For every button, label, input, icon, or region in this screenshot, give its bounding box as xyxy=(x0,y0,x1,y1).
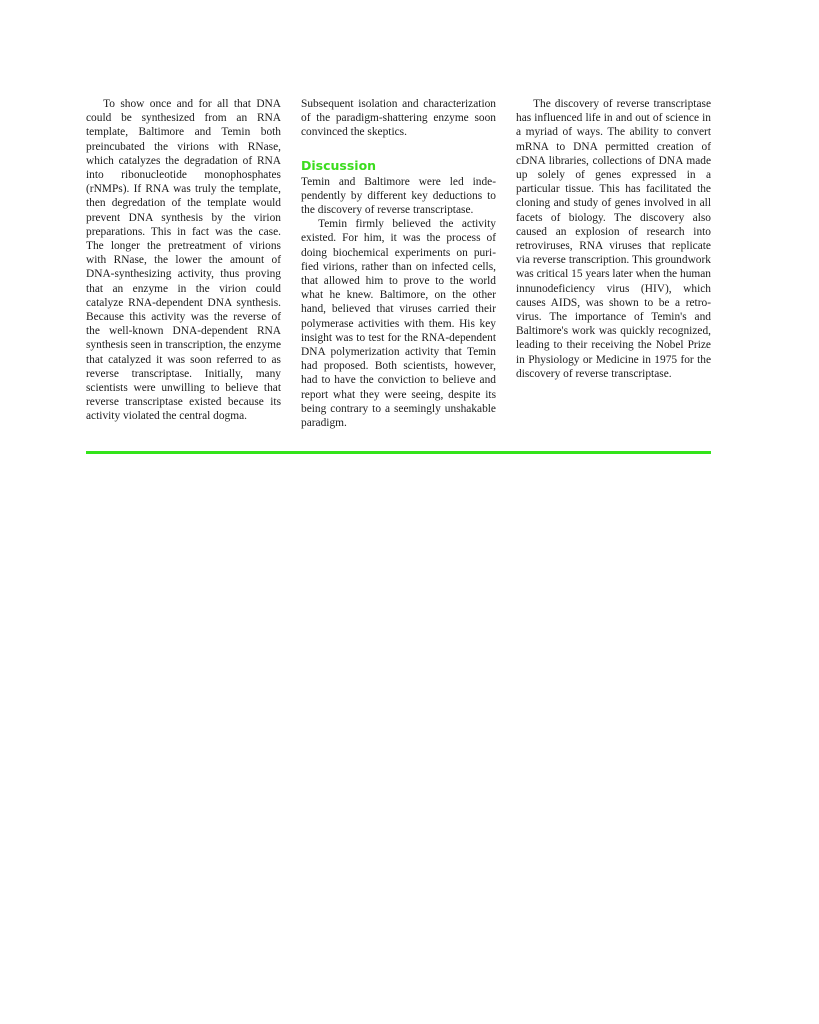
section-heading-discussion: Discussion xyxy=(301,157,377,173)
paragraph: The discovery of reverse transcriptase has influenced life in and out of science in a myriad of ways. The ability to convert mRNA to DNA permitted creation of cDNA libraries, collections of DNA made up solely of genes expressed in a particular tissue. This has facilitated the cloning and study of genes involved in all facets of biology. The discovery also caused an explosion of research into retroviruses, RNA viruses that replicate via reverse transcription. This groundwork was critical 15 years later when the human innunodeficiency virus (HIV), which causes AIDS, was shown to be a retrovirus. The importance of Temin's and Baltimore's work was quickly recognized, leading to their receiving the Nobel Prize in Physiology or Medicine in 1975 for the discovery of reverse transcriptase. xyxy=(516,98,711,380)
paragraph: Subsequent isolation and characterization of the paradigm-shattering enzyme soon convinced the skeptics. xyxy=(301,98,496,139)
paragraph: To show once and for all that DNA could be synthesized from an RNA template, Baltimore and Temin both preincubated the virions with RNase, which catalyzes the degradation of RNA into ribonucleotide monophosphates (rNMPs). If RNA was truly the template, then degredation of the template would prevent DNA synthesis by the virion preparations. This in fact was the case. The longer the pretreatment of virions with RNase, the lower the amount of DNA-synthesizing activity, thus proving that an enzyme in the virion could catalyze RNA-dependent DNA synthesis. Because this activity was the reverse of the well-known DNA-dependent RNA synthesis seen in transcription, the enzyme that catalyzed it was soon referred to as reverse transcriptase. Initially, many scientists were unwilling to believe that reverse transcriptase existed because its activity violated the central dogma. xyxy=(86,98,281,423)
text-column-left xyxy=(86,97,281,424)
text-column-middle xyxy=(301,97,496,430)
paragraph: Temin and Baltimore were led independently by different key deductions to the discovery of reverse transcriptase. xyxy=(301,175,496,217)
section-divider-rule xyxy=(86,451,711,454)
text-column-right xyxy=(516,97,711,381)
paragraph: Temin firmly believed the activity existed. For him, it was the process of doing biochemical experiments on purified virions, rather than on infected cells, that allowed him to prove to the world what he knew. Baltimore, on the other hand, believed that viruses carried their polymerase activities with them. His key insight was to test for the RNA-dependent DNA polymerization activity that Temin had proposed. Both scientists, however, had to have the conviction to believe and report what they were seeing, despite its being contrary to a seemingly unshakable paradigm. xyxy=(301,218,496,430)
